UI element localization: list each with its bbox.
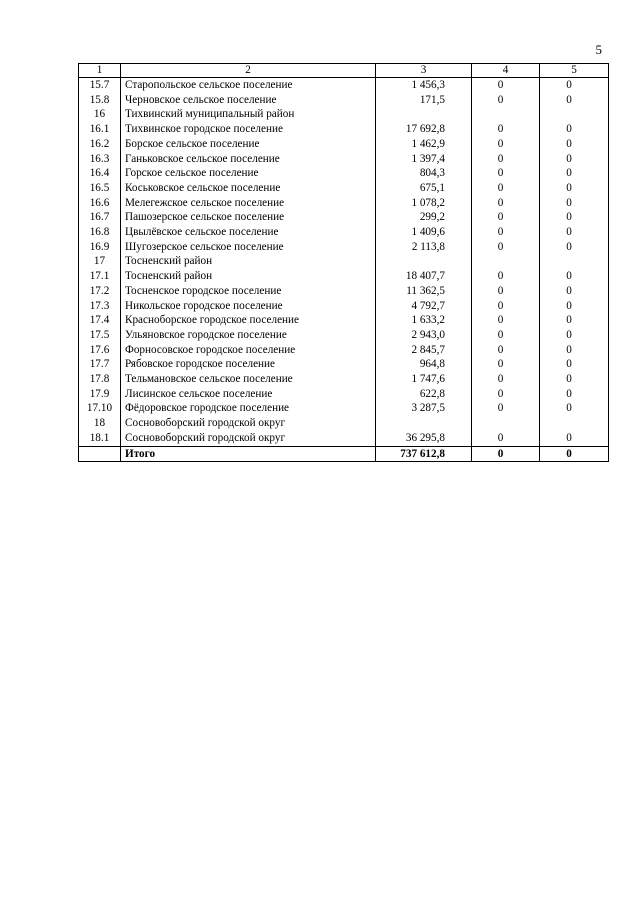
row-number: 16.8 [79,225,121,240]
row-number: 17.6 [79,343,121,358]
row-col-4: 0 [472,93,540,108]
row-col-5: 0 [540,137,609,152]
row-name: Никольское городское поселение [121,299,376,314]
row-sum: 36 295,8 [376,431,472,446]
row-number: 18 [79,416,121,431]
table-row [79,343,609,358]
row-col-5: 0 [540,196,609,211]
table-row [79,328,609,343]
row-col-5: 0 [540,431,609,446]
row-col-5: 0 [540,210,609,225]
header-col-4: 4 [472,64,540,78]
total-col-5: 0 [540,446,609,461]
total-col-4: 0 [472,446,540,461]
header-col-3: 3 [376,64,472,78]
row-sum: 1 462,9 [376,137,472,152]
row-name: Тихвинское городское поселение [121,122,376,137]
row-name: Горское сельское поселение [121,166,376,181]
row-col-5: 0 [540,240,609,255]
row-col-4: 0 [472,343,540,358]
table-row [79,416,609,431]
row-name: Рябовское городское поселение [121,357,376,372]
row-col-5: 0 [540,328,609,343]
table-row [79,122,609,137]
header-col-2: 2 [121,64,376,78]
row-sum: 3 287,5 [376,401,472,416]
row-number: 16.1 [79,122,121,137]
row-col-4: 0 [472,431,540,446]
row-col-4: 0 [472,328,540,343]
row-sum: 675,1 [376,181,472,196]
row-number: 17.4 [79,313,121,328]
row-name: Тосненский район [121,269,376,284]
table-row [79,240,609,255]
row-col-4: 0 [472,357,540,372]
row-col-4: 0 [472,269,540,284]
row-sum: 4 792,7 [376,299,472,314]
row-sum: 1 409,6 [376,225,472,240]
row-name: Старопольское сельское поселение [121,78,376,93]
row-col-5: 0 [540,357,609,372]
row-col-4: 0 [472,299,540,314]
row-sum: 18 407,7 [376,269,472,284]
row-col-4: 0 [472,210,540,225]
row-name: Сосновоборский городской округ [121,431,376,446]
total-sum: 737 612,8 [376,446,472,461]
row-sum: 2 943,0 [376,328,472,343]
budget-table-container [78,63,608,462]
total-num [79,446,121,461]
row-col-4: 0 [472,152,540,167]
row-sum [376,254,472,269]
row-col-5: 0 [540,372,609,387]
row-name: Пашозерское сельское поселение [121,210,376,225]
row-name: Ульяновское городское поселение [121,328,376,343]
row-col-4: 0 [472,166,540,181]
row-col-5: 0 [540,122,609,137]
row-sum: 1 078,2 [376,196,472,211]
row-number: 17.9 [79,387,121,402]
row-sum: 2 113,8 [376,240,472,255]
row-name: Красноборское городское поселение [121,313,376,328]
row-col-5: 0 [540,225,609,240]
row-col-4: 0 [472,372,540,387]
page-number: 5 [595,42,602,57]
row-col-5 [540,254,609,269]
budget-table [78,63,609,462]
row-col-5: 0 [540,284,609,299]
row-col-5: 0 [540,181,609,196]
row-sum: 2 845,7 [376,343,472,358]
row-col-4: 0 [472,284,540,299]
table-row [79,196,609,211]
table-row [79,401,609,416]
row-number: 16.4 [79,166,121,181]
header-col-1: 1 [79,64,121,78]
table-row [79,254,609,269]
row-sum: 171,5 [376,93,472,108]
table-row [79,166,609,181]
row-name: Тихвинский муниципальный район [121,107,376,122]
row-col-5: 0 [540,93,609,108]
row-number: 17.1 [79,269,121,284]
row-name: Лисинское сельское поселение [121,387,376,402]
row-number: 17.5 [79,328,121,343]
row-col-5: 0 [540,78,609,93]
row-name: Коськовское сельское поселение [121,181,376,196]
table-row [79,284,609,299]
table-row [79,78,609,93]
row-sum: 964,8 [376,357,472,372]
row-sum: 17 692,8 [376,122,472,137]
table-row [79,107,609,122]
table-row [79,269,609,284]
row-name: Ганьковское сельское поселение [121,152,376,167]
table-row [79,93,609,108]
row-number: 15.8 [79,93,121,108]
row-col-4: 0 [472,401,540,416]
total-label: Итого [121,446,376,461]
table-row [79,137,609,152]
table-row [79,299,609,314]
row-sum: 1 633,2 [376,313,472,328]
row-sum: 1 397,4 [376,152,472,167]
row-name: Цвылёвское сельское поселение [121,225,376,240]
table-row [79,152,609,167]
row-col-4: 0 [472,78,540,93]
row-col-5: 0 [540,343,609,358]
row-number: 17.3 [79,299,121,314]
row-number: 17.8 [79,372,121,387]
header-row [79,64,609,78]
table-row [79,225,609,240]
row-col-5: 0 [540,269,609,284]
row-col-4: 0 [472,387,540,402]
row-name: Фёдоровское городское поселение [121,401,376,416]
row-number: 15.7 [79,78,121,93]
row-col-4: 0 [472,137,540,152]
row-number: 16.6 [79,196,121,211]
row-name: Тосненский район [121,254,376,269]
row-col-4 [472,254,540,269]
row-number: 16.3 [79,152,121,167]
total-row [79,446,609,461]
row-col-5 [540,416,609,431]
table-body [79,78,609,447]
row-sum: 622,8 [376,387,472,402]
row-number: 16.9 [79,240,121,255]
row-sum: 299,2 [376,210,472,225]
row-col-4: 0 [472,313,540,328]
row-name: Тосненское городское поселение [121,284,376,299]
table-row [79,210,609,225]
header-col-5: 5 [540,64,609,78]
row-col-5 [540,107,609,122]
row-sum: 804,3 [376,166,472,181]
row-col-4: 0 [472,225,540,240]
row-number: 16 [79,107,121,122]
row-sum: 1 747,6 [376,372,472,387]
row-number: 18.1 [79,431,121,446]
row-col-4: 0 [472,196,540,211]
row-sum [376,107,472,122]
table-row [79,357,609,372]
row-number: 17.10 [79,401,121,416]
row-number: 16.5 [79,181,121,196]
table-row [79,387,609,402]
row-sum: 11 362,5 [376,284,472,299]
table-row [79,313,609,328]
row-col-4: 0 [472,181,540,196]
row-col-5: 0 [540,166,609,181]
row-number: 17.7 [79,357,121,372]
table-row [79,431,609,446]
row-name: Форносовское городское поселение [121,343,376,358]
row-name: Черновское сельское поселение [121,93,376,108]
row-col-5: 0 [540,299,609,314]
row-name: Мелегежское сельское поселение [121,196,376,211]
row-number: 16.2 [79,137,121,152]
row-name: Борское сельское поселение [121,137,376,152]
row-col-5: 0 [540,401,609,416]
row-name: Шугозерское сельское поселение [121,240,376,255]
row-col-4: 0 [472,240,540,255]
table-row [79,181,609,196]
row-name: Сосновоборский городской округ [121,416,376,431]
row-col-4: 0 [472,122,540,137]
row-sum [376,416,472,431]
row-sum: 1 456,3 [376,78,472,93]
row-col-4 [472,107,540,122]
row-col-5: 0 [540,387,609,402]
table-row [79,372,609,387]
row-col-5: 0 [540,313,609,328]
row-name: Тельмановское сельское поселение [121,372,376,387]
row-number: 17.2 [79,284,121,299]
row-number: 16.7 [79,210,121,225]
row-col-5: 0 [540,152,609,167]
row-col-4 [472,416,540,431]
row-number: 17 [79,254,121,269]
